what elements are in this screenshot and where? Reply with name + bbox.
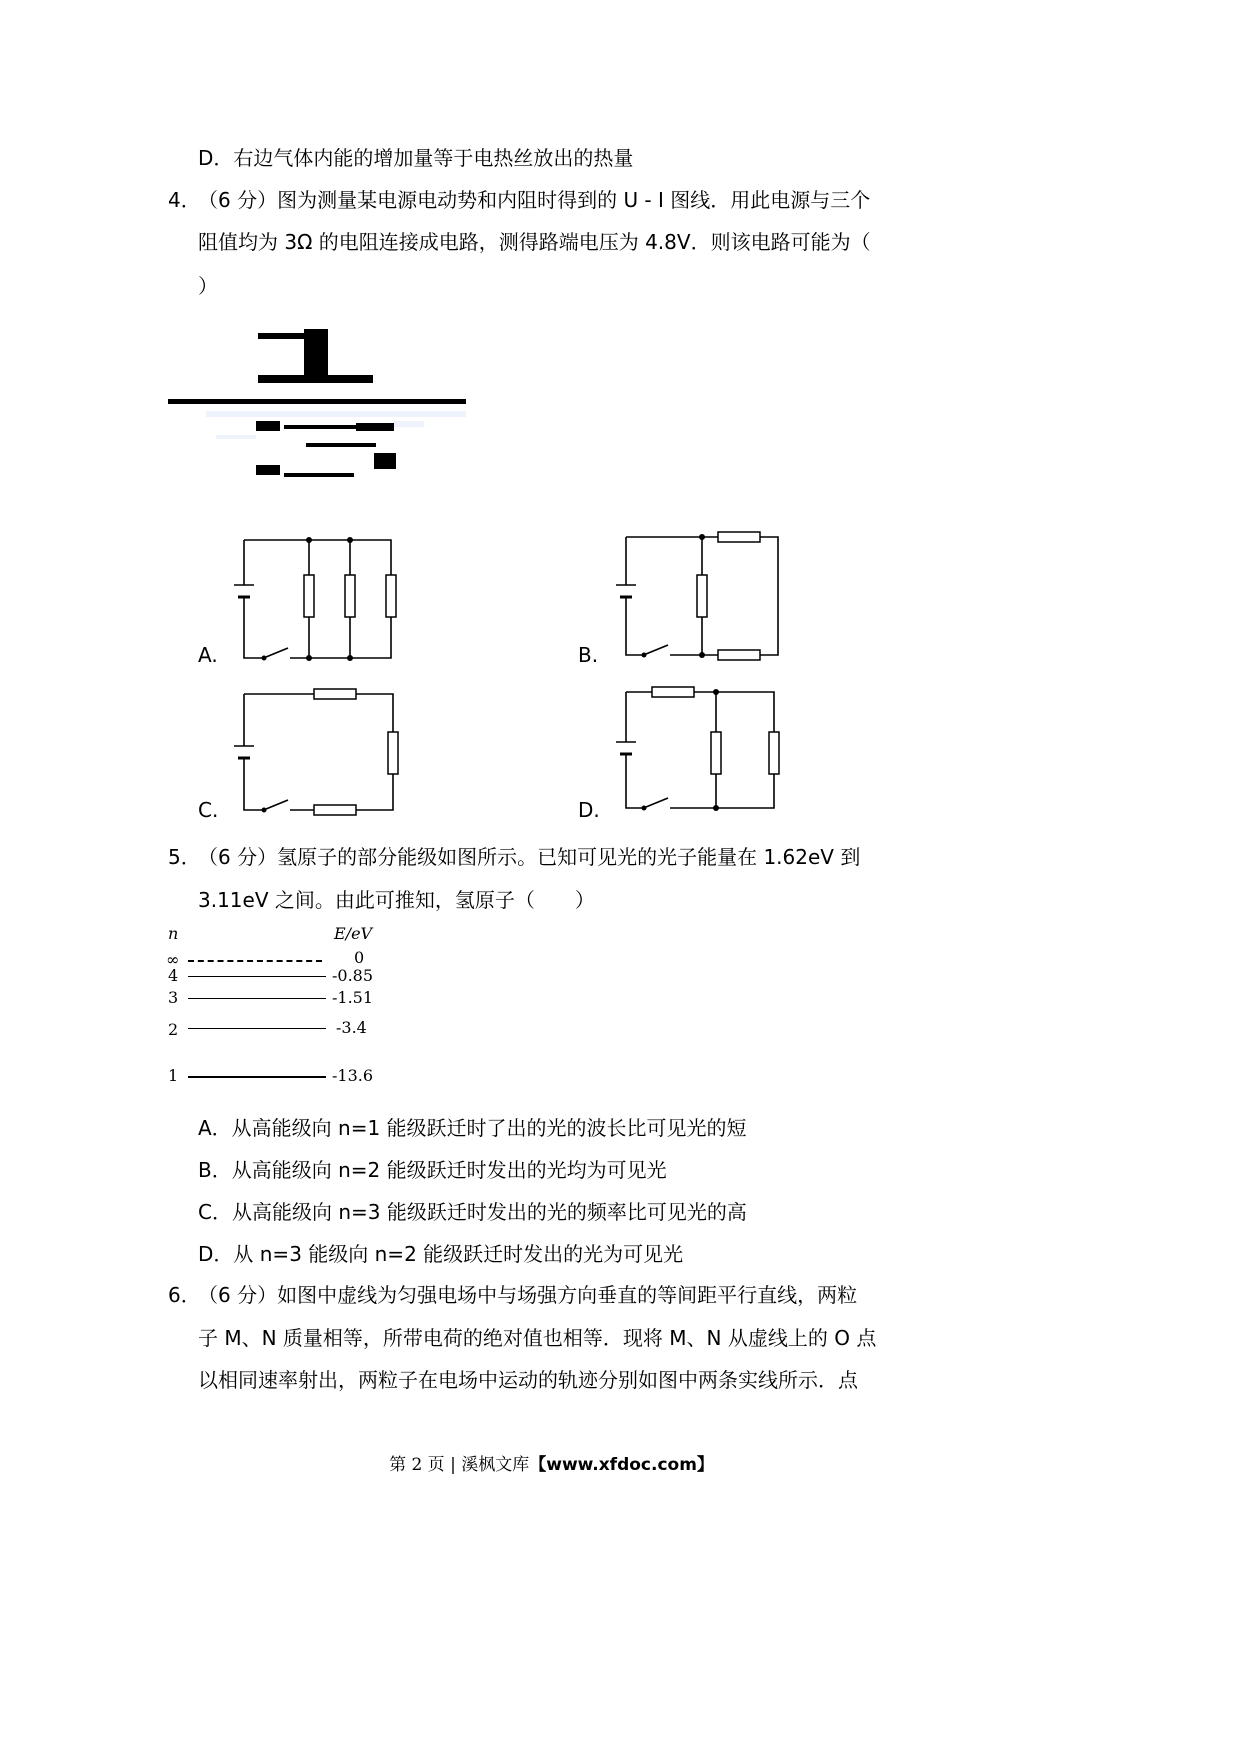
footer-page-info: 第 2 页 | 溪枫文库 <box>389 1455 530 1475</box>
circuit-d <box>612 680 792 820</box>
q5-number: 5． <box>168 845 201 869</box>
level-line-inf <box>188 960 322 962</box>
level-n-2: 2 <box>168 1020 179 1039</box>
footer-site-link[interactable]: 【www.xfdoc.com】 <box>529 1455 714 1475</box>
level-n-4: 4 <box>168 966 179 985</box>
q4-line-2: 阻值均为 3Ω 的电阻连接成电路，测得路端电压为 4.8V．则该电路可能为（ <box>198 230 871 254</box>
level-e-inf: 0 <box>354 948 365 967</box>
q5-option-d: D．从 n=3 能级向 n=2 能级跃迁时发出的光为可见光 <box>198 1242 684 1266</box>
q3-option-d: D．右边气体内能的增加量等于电热丝放出的热量 <box>198 146 634 170</box>
q6-line-1: （6 分）如图中虚线为匀强电场中与场强方向垂直的等间距平行直线，两粒 <box>198 1283 858 1307</box>
level-e-2: -3.4 <box>336 1018 367 1037</box>
q4-line-3: ） <box>198 274 218 298</box>
q5-option-b: B．从高能级向 n=2 能级跃迁时发出的光均为可见光 <box>198 1158 667 1182</box>
level-line-2 <box>188 1028 326 1029</box>
level-line-4 <box>188 976 326 977</box>
circuit-b-label: B. <box>578 643 599 667</box>
level-n-1: 1 <box>168 1066 179 1085</box>
q4-number: 4． <box>168 188 201 212</box>
level-e-3: -1.51 <box>332 988 374 1007</box>
level-line-1 <box>188 1076 326 1078</box>
circuit-d-label: D. <box>578 798 600 822</box>
level-n-3: 3 <box>168 988 179 1007</box>
q6-line-2: 子 M、N 质量相等，所带电荷的绝对值也相等．现将 M、N 从虚线上的 O 点 <box>198 1326 877 1350</box>
q5-option-a: A．从高能级向 n=1 能级跃迁时了出的光的波长比可见光的短 <box>198 1116 747 1140</box>
energy-level-diagram <box>160 924 400 1094</box>
e-header: E/eV <box>334 924 373 943</box>
level-e-4: -0.85 <box>332 966 374 985</box>
circuit-a-label: A. <box>198 643 218 667</box>
q4-line-1: （6 分）图为测量某电源电动势和内阻时得到的 U - I 图线．用此电源与三个 <box>198 188 871 212</box>
level-e-1: -13.6 <box>332 1066 374 1085</box>
q5-line-2: 3.11eV 之间。由此可推知，氢原子（ ） <box>198 888 595 912</box>
circuit-c <box>228 682 408 822</box>
level-n-inf: ∞ <box>166 950 180 969</box>
q5-line-1: （6 分）氢原子的部分能级如图所示。已知可见光的光子能量在 1.62eV 到 <box>198 845 861 869</box>
q6-number: 6． <box>168 1283 201 1307</box>
level-line-3 <box>188 998 326 999</box>
q5-option-c: C．从高能级向 n=3 能级跃迁时发出的光的频率比可见光的高 <box>198 1200 747 1224</box>
ui-graph-image <box>166 325 471 485</box>
q6-line-3: 以相同速率射出，两粒子在电场中运动的轨迹分别如图中两条实线所示．点 <box>198 1368 858 1392</box>
circuit-b <box>612 525 792 670</box>
n-header: n <box>168 924 179 943</box>
circuit-a <box>228 530 408 670</box>
page-footer <box>0 1450 1103 1475</box>
circuit-c-label: C. <box>198 798 219 822</box>
